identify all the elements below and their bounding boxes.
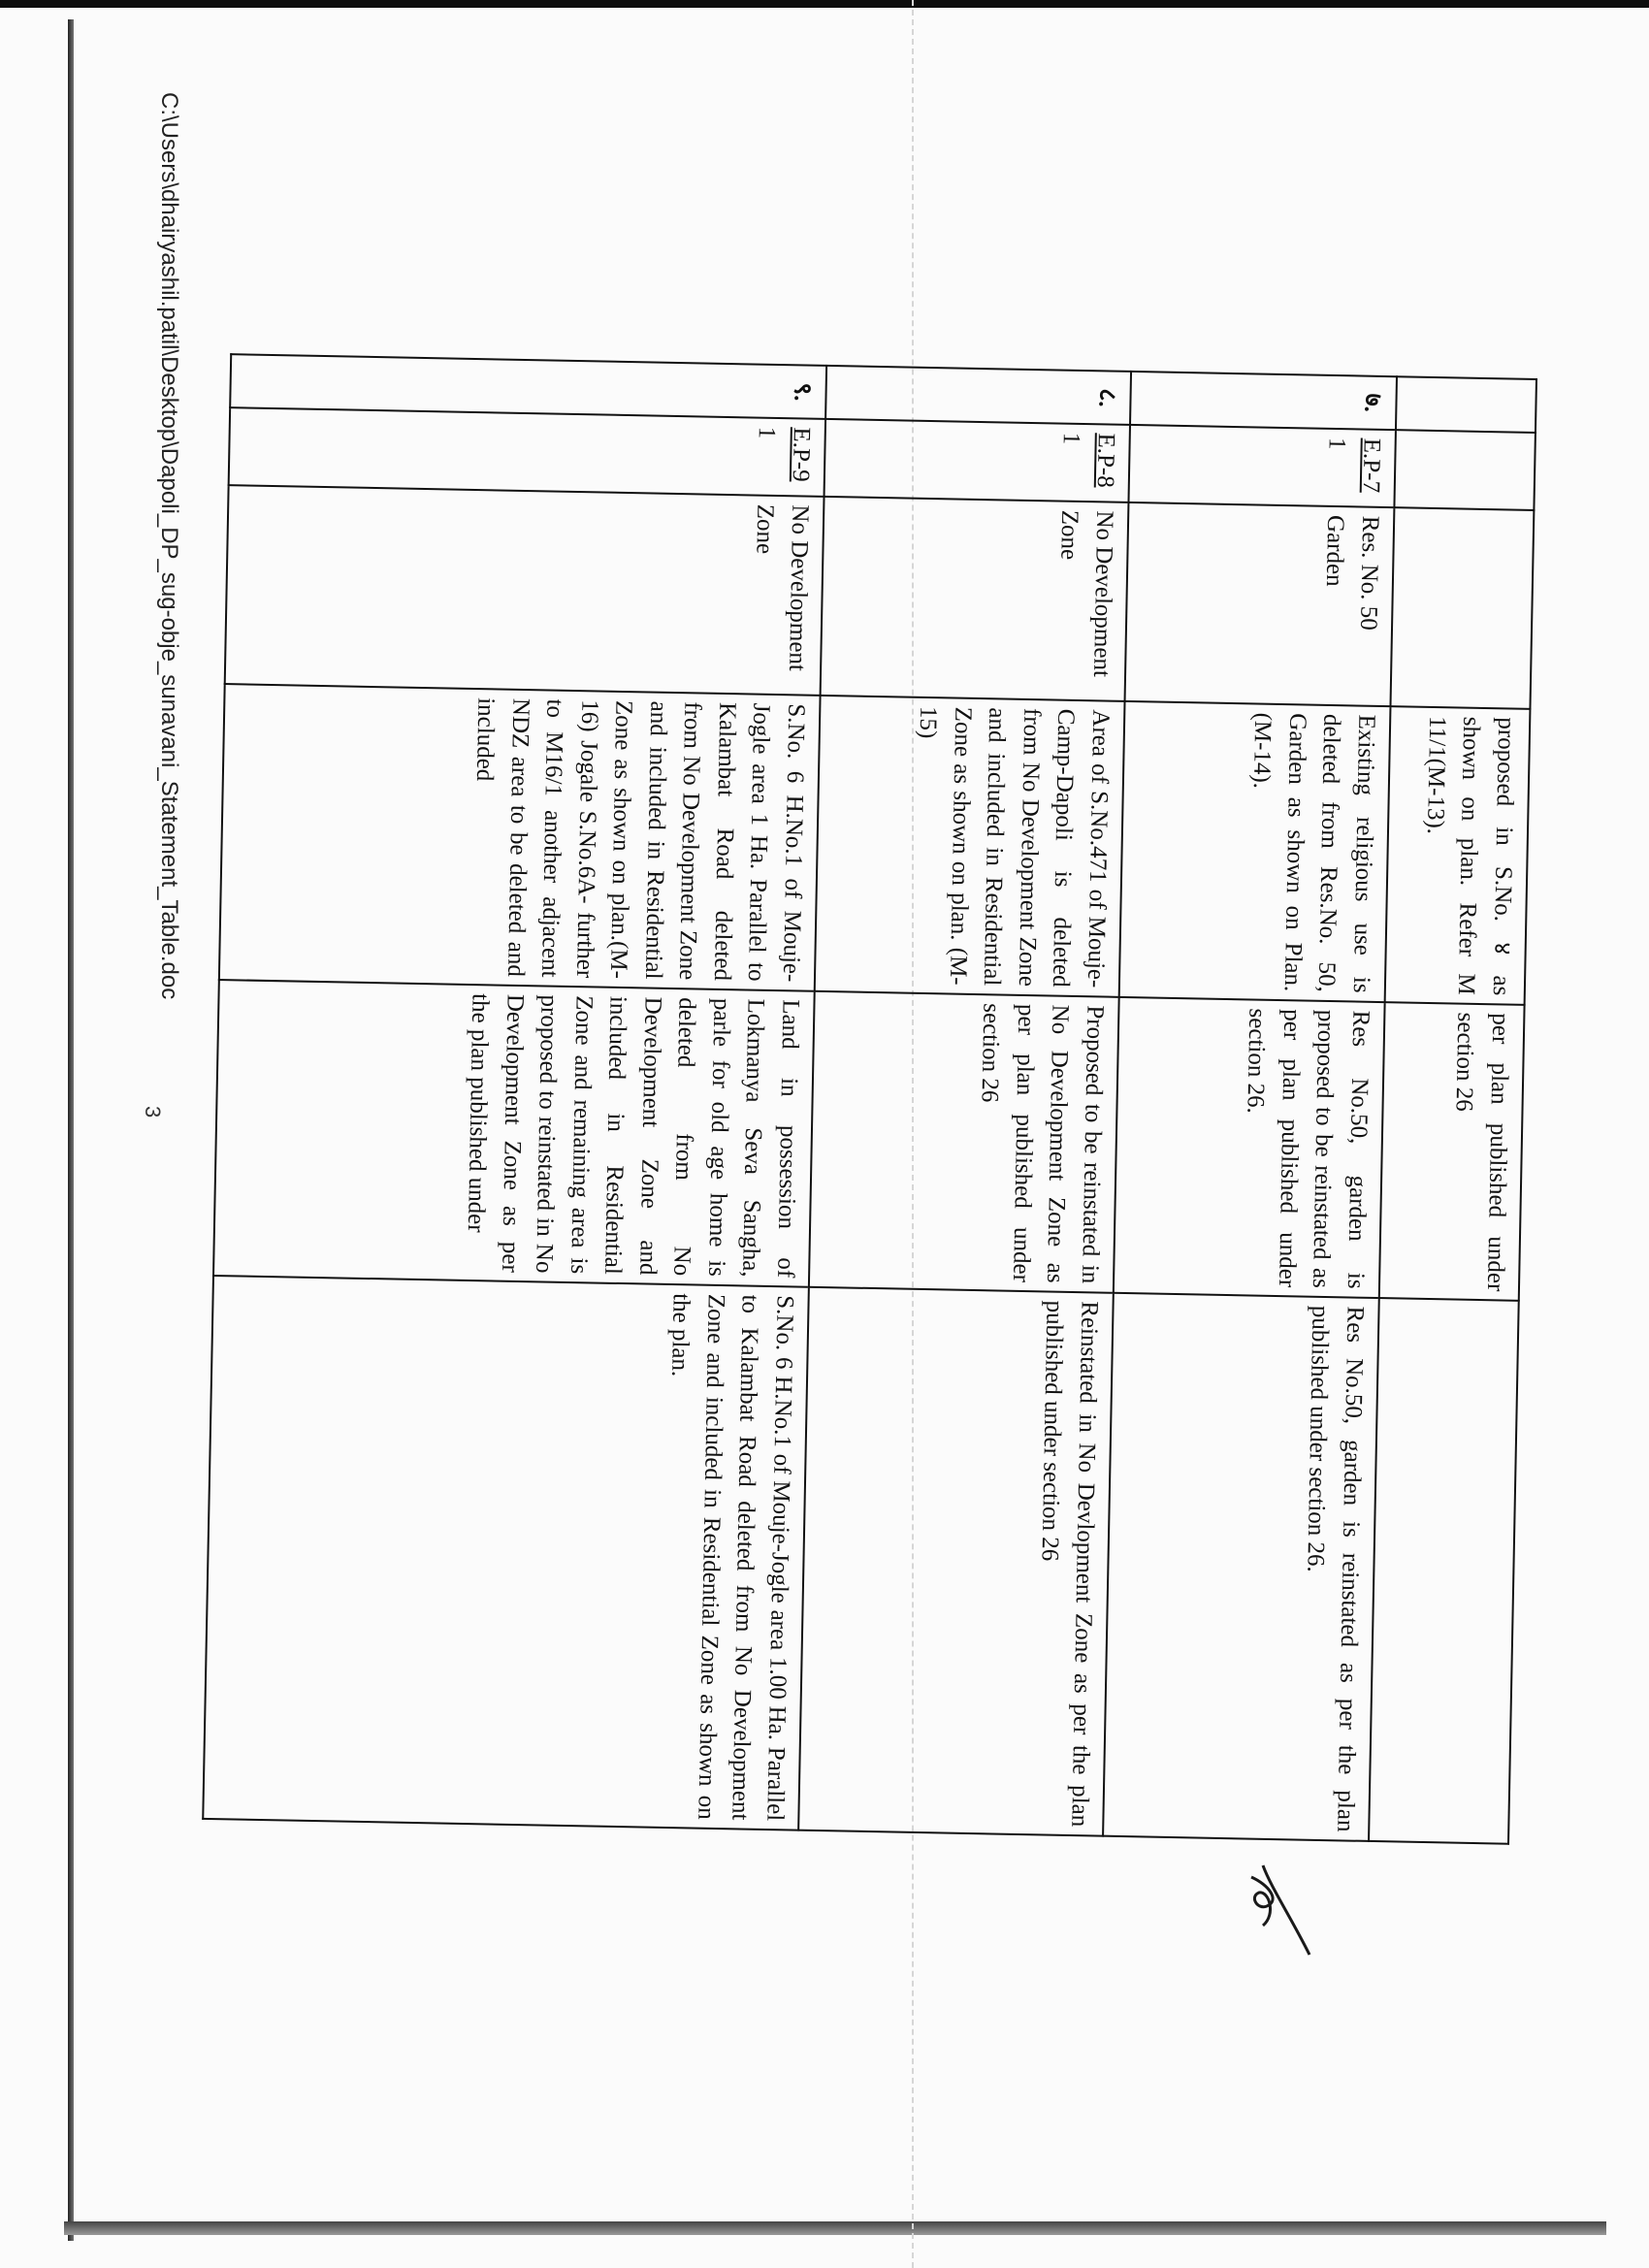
ref-sub: 1: [754, 426, 781, 439]
cell-zone: [1390, 507, 1534, 709]
cell-description: proposed in S.No. ४ as shown on plan. Refer M 11/1(M-13).: [1385, 706, 1531, 1005]
cell-description: Existing religious use is deleted from Res.No. 50, Garden as shown on Plan. (M-14).: [1119, 701, 1391, 1002]
cell-sno: ९.: [230, 354, 826, 419]
cell-decision: Reinstated in No Devlopment Zone as per the plan published under section 26: [798, 1287, 1114, 1836]
handwritten-signature: [1242, 1858, 1319, 1964]
ref-sub: 1: [1058, 432, 1085, 445]
cell-decision: [1369, 1298, 1519, 1844]
footer-file-path: C:\Users\dhairyashil.patil\Desktop\Dapoli_DP_sug-obje_sunavani_Statement_Table.doc: [156, 92, 182, 1000]
cell-zone: Res. No. 50 Garden: [1125, 502, 1395, 706]
table-row: [203, 354, 826, 1831]
table-row-continuation: [1369, 376, 1536, 1843]
cell-sno: [1396, 376, 1536, 433]
cell-sno: ७.: [1130, 372, 1397, 430]
ref-code: E.P-8: [1091, 433, 1119, 488]
cell-zone: No Development Zone: [225, 485, 824, 696]
page-number: 3: [141, 1106, 165, 1118]
cell-description: S.No. 6 H.No.1 of Mouje-Jogle area 1 Ha. Parallel to Kalambat Road deleted from No Development Zone and included in Residential Zone as shown on plan.(M-16) Jogale S.No.6A- further to M16/1 another adjacent NDZ area to be deleted and included: [219, 684, 821, 991]
cell-ref: [1394, 430, 1536, 510]
cell-ref: [824, 419, 1130, 502]
table-row: [1103, 372, 1397, 1841]
cell-ref: [229, 407, 825, 497]
ref-code: E.P-7: [1357, 437, 1385, 494]
statement-table: [202, 353, 1537, 1845]
ref-sub: 1: [1324, 437, 1351, 450]
cell-decision: Res No.50, garden is reinstated as per the plan published under section 26.: [1103, 1293, 1379, 1841]
cell-proposal: per plan published under section 26: [1379, 1002, 1525, 1301]
table-row: [798, 366, 1131, 1836]
cell-proposal: Land in possession of Lokmanya Seva Sangha, parle for old age home is deleted from No Development Zone and included in Residential Zone and remaining area is proposed to reinstated in No Development Zone as per the plan published under: [213, 980, 815, 1287]
cell-proposal: Res No.50, garden is proposed to be reinstated as per plan published under section 26.: [1114, 997, 1385, 1298]
cell-description: Area of S.No.471 of Mouje-Camp-Dapoli is deleted from No Development Zone and included in Residential Zone as shown on plan. (M-15): [815, 696, 1125, 997]
ref-code: E.P-9: [787, 427, 815, 482]
cell-zone: No Development Zone: [821, 497, 1129, 701]
cell-decision: S.No. 6 H.No.1 of Mouje-Jogle area 1.00 Ha. Parallel to Kalambat Road deleted from No Development Zone and included in Residential Zone as shown on the plan.: [203, 1276, 809, 1831]
cell-ref: [1128, 425, 1395, 507]
cell-proposal: Proposed to be reinstated in No Development Zone as per plan published under section 26: [809, 991, 1119, 1293]
cell-sno: ८.: [825, 366, 1131, 425]
